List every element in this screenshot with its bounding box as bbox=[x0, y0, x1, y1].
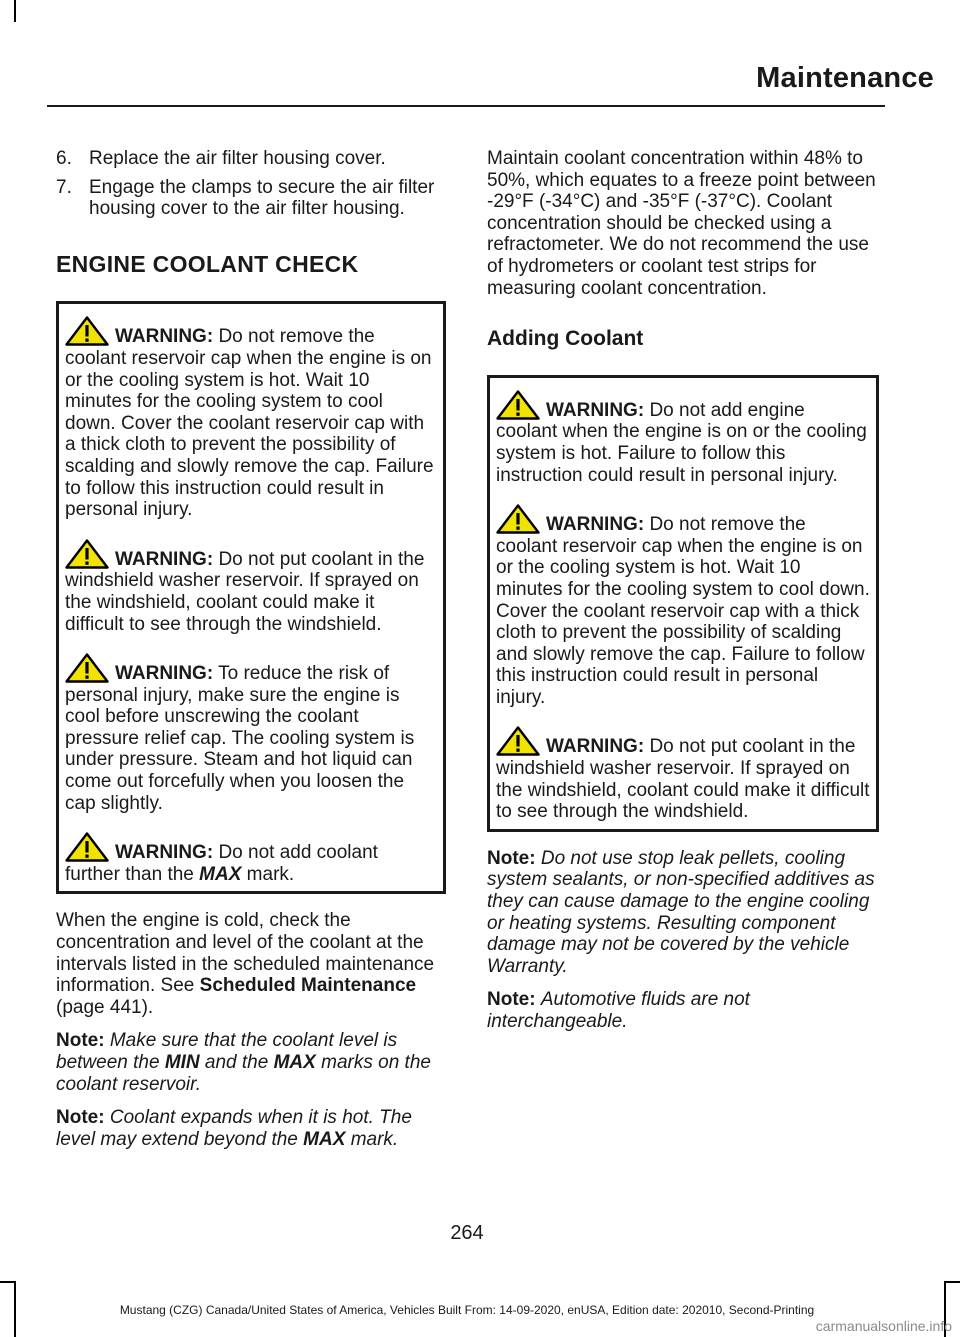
warning-triangle-icon bbox=[65, 539, 109, 569]
warning-label: WARNING: bbox=[115, 663, 214, 685]
warning-item bbox=[496, 726, 870, 822]
note-stop-leak bbox=[487, 848, 879, 978]
left-column bbox=[56, 148, 446, 1162]
crop-mark-top-left-v bbox=[14, 0, 16, 22]
warning-item bbox=[65, 539, 437, 635]
warning-text: Do not put coolant in the windshield washer reservoir. If sprayed on the windshield, coolant could make it difficult to see through the windshield. bbox=[65, 548, 425, 635]
warning-item bbox=[65, 653, 437, 814]
watermark: carmanualsonline.info bbox=[815, 1318, 952, 1334]
step-number: 7. bbox=[56, 176, 72, 198]
note-text: Automotive fluids are not interchangeable. bbox=[487, 989, 750, 1032]
warning-item bbox=[496, 390, 870, 486]
procedure-steps bbox=[56, 148, 446, 220]
warning-box bbox=[56, 301, 446, 894]
step-item bbox=[56, 148, 446, 170]
note-coolant-expands bbox=[56, 1107, 446, 1150]
warning-box bbox=[487, 375, 879, 832]
note-text: Do not use stop leak pellets, cooling system sealants, or non-specified additives as they can cause damage to the engine cooling or heating systems. Resulting component damage may not be covered by the vehicle Warranty. bbox=[487, 847, 875, 977]
note-text: marks on the coolant reservoir. bbox=[56, 1052, 431, 1095]
min-mark-label: MIN bbox=[164, 1052, 200, 1073]
note-text: mark. bbox=[350, 1128, 399, 1150]
warning-triangle-icon bbox=[496, 504, 540, 534]
note-label: Note: bbox=[487, 989, 536, 1011]
page-footer: Mustang (CZG) Canada/United States of America, Vehicles Built From: 14-09-2020, enUSA, Edition date: 202010, Second-Printing bbox=[119, 1303, 815, 1317]
page-header-title: Maintenance bbox=[756, 62, 934, 94]
warning-item bbox=[496, 504, 870, 708]
coolant-concentration-paragraph: Maintain coolant concentration within 48% to 50%, which equates to a freeze point between -29°F (-34°C) and -35°F (-37°C). Coolant concentration should be checked using a refractometer. We do not recommend the use of hydrometers or coolant test strips for measuring coolant concentration. bbox=[487, 148, 876, 299]
warning-label: WARNING: bbox=[546, 399, 645, 421]
warning-text-end: mark. bbox=[246, 863, 295, 885]
note-text: and the bbox=[204, 1052, 269, 1073]
warning-label: WARNING: bbox=[546, 736, 645, 758]
right-column bbox=[487, 148, 879, 1045]
warning-text: Do not add engine coolant when the engine is on or the cooling system is hot. Failure to follow this instruction could result in personal injury. bbox=[496, 399, 867, 486]
warning-triangle-icon bbox=[65, 316, 109, 346]
section-heading: ENGINE COOLANT CHECK bbox=[56, 250, 359, 277]
warning-label: WARNING: bbox=[546, 514, 645, 536]
subheading-adding-coolant: Adding Coolant bbox=[487, 327, 644, 351]
warning-label: WARNING: bbox=[115, 548, 214, 570]
page-number: 264 bbox=[450, 1222, 484, 1244]
warning-text: Do not put coolant in the windshield washer reservoir. If sprayed on the windshield, coolant could make it difficult to see through the windshield. bbox=[496, 736, 870, 823]
note-fluids bbox=[487, 989, 879, 1032]
note-text: Make sure that the coolant level is between the bbox=[56, 1030, 398, 1073]
warning-text: Do not remove the coolant reservoir cap when the engine is on or the cooling system is hot. Wait 10 minutes for the cooling system to cool down. Cover the coolant reservoir cap with a thick cloth to prevent the possibility of scalding and slowly remove the cap. Failure to follow this instruction could result in personal injury. bbox=[496, 514, 870, 708]
warning-triangle-icon bbox=[65, 832, 109, 862]
warning-text: Do not remove the coolant reservoir cap when the engine is on or the cooling system is hot. Wait 10 minutes for the cooling system to cool down. Cover the coolant reservoir cap with a thick cloth to prevent the possibility of scalding and slowly remove the cap. Failure to follow this instruction could result in personal injury. bbox=[65, 326, 434, 521]
note-label: Note: bbox=[56, 1107, 105, 1129]
note-coolant-level bbox=[56, 1030, 446, 1095]
warning-label: WARNING: bbox=[115, 326, 214, 348]
max-mark-label: MAX bbox=[199, 863, 242, 885]
warning-item bbox=[65, 316, 437, 520]
warning-text: To reduce the risk of personal injury, make sure the engine is cool before unscrewing the coolant pressure relief cap. The cooling system is under pressure. Steam and hot liquid can come out forcefully when you loosen the cap slightly. bbox=[65, 663, 415, 814]
max-mark-label: MAX bbox=[303, 1128, 346, 1150]
warning-item bbox=[65, 832, 437, 885]
warning-triangle-icon bbox=[496, 726, 540, 756]
scheduled-maintenance-link[interactable]: Scheduled Maintenance bbox=[199, 975, 417, 997]
crop-mark-bottom-right-h bbox=[944, 1281, 960, 1283]
page-reference: (page 441). bbox=[56, 996, 154, 1018]
step-text: Replace the air filter housing cover. bbox=[89, 148, 386, 169]
step-text: Engage the clamps to secure the air filter housing cover to the air filter housing. bbox=[89, 176, 435, 220]
paragraph-text: When the engine is cold, check the concentration and level of the coolant at the intervals listed in the scheduled maintenance information. See bbox=[56, 910, 435, 997]
warning-label: WARNING: bbox=[115, 842, 214, 864]
step-item bbox=[56, 177, 446, 220]
note-label: Note: bbox=[487, 847, 536, 869]
note-label: Note: bbox=[56, 1030, 105, 1052]
crop-mark-bottom-left-h bbox=[0, 1281, 14, 1283]
warning-text: Do not add coolant further than the bbox=[65, 842, 378, 885]
step-number: 6. bbox=[56, 148, 72, 169]
note-text: Coolant expands when it is hot. The level may extend beyond the bbox=[56, 1107, 412, 1150]
header-divider bbox=[47, 105, 885, 107]
max-mark-label: MAX bbox=[273, 1052, 316, 1073]
coolant-check-paragraph bbox=[56, 910, 446, 1018]
warning-triangle-icon bbox=[496, 390, 540, 420]
warning-triangle-icon bbox=[65, 653, 109, 683]
